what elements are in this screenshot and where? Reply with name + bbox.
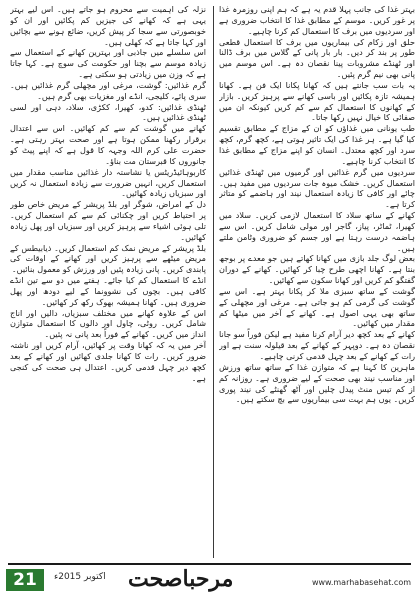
paragraph: بعض لوگ جلد بازی میں کھانا کھاتے ہیں جو معدے پر بوجھ بنتا ہے۔ کھانا اچھی طرح چبا کر کھائیں۔ کھانے کے دوران گفتگو کم کریں اور کھانا سکون سے کھائیں۔ [219,253,415,286]
page-footer [0,563,419,595]
article-column-left [10,4,206,560]
paragraph: نزلہ کی اہمیت سے محروم ہو جاتے ہیں۔ اس لیے بہتر یہی ہے کہ کھانے کی جیزیں کم پکائیں اور ان کو خوبصورتی سے سجا کر پیش کریں، ضائع ہونے سے بچائیں اور کہا جاتا ہے کہ کھلی ہیں۔ [10,4,206,47]
paragraph: کھانے کے ساتھ سلاد کا استعمال لازمی کریں۔ سلاد میں کھیرا، ٹماٹر، پیاز، گاجر اور مولی شامل کریں۔ اس سے ہاضمہ درست رہتا ہے اور جسم کو ضروری وٹامن ملتے ہیں۔ [219,210,415,253]
paragraph: کھانے میں گوشت کم سے کم کھائیں۔ اس سے اعتدال برقرار رکھنا ممکن ہوتا ہے اور صحت بہتر رہتی ہے۔ حضرت علی کرم اللہ وجہہ کا قول ہے کہ اپنے پیٹ کو جانوروں کا قبرستان مت بناؤ۔ [10,123,206,166]
magazine-title: مرحباصحت [128,566,234,592]
article-column-right [219,4,415,560]
paragraph: آخر میں یہ کہ کھانا وقت پر کھائیں، آرام کریں اور ناشتہ ضرور کریں۔ رات کا کھانا جلدی کھائیں اور کھانے کے بعد کچھ دیر چہل قدمی کریں۔ اعتدال ہی صحت کی کنجی ہے۔ [10,340,206,383]
paragraph: انڈے کا استعمال کم کیا جائے۔ ہفتے میں دو سے تین انڈے کافی ہیں۔ بچوں کی نشوونما کے لیے دودھ اور پھل ضروری ہیں۔ کھانا ہمیشہ بھوک رکھ کر کھائیں۔ [10,275,206,307]
paragraph: اس کے علاوہ کھانے میں مختلف سبزیاں، دالیں اور اناج شامل کریں۔ روٹی، چاول اور دالوں کا استعمال متوازن انداز میں کریں۔ کھانے کے فوراً بعد پانی نہ پئیں۔ [10,307,206,340]
paragraph: بلڈ پریشر کے مریض نمک کم استعمال کریں۔ ذیابیطس کے مریض میٹھے سے پرہیز کریں اور کھانے کے اوقات کی پابندی کریں۔ پانی زیادہ پئیں اور ورزش کو معمول بنائیں۔ [10,242,206,275]
paragraph: یہ بات سب جانتے ہیں کہ کھانا پکانا ایک فن ہے۔ کھانا ہمیشہ تازہ پکائیں اور باسی کھانے سے پرہیز کریں۔ بازار کے کھانوں کا استعمال کم سے کم کریں کیونکہ ان میں صفائی کا خیال نہیں رکھا جاتا۔ [219,79,415,123]
paragraph: گوشت کے ساتھ سبزی ملا کر پکانا بہتر ہے۔ اس سے گوشت کی گرمی کم ہو جاتی ہے۔ مرغی اور مچھلی کے ساتھ بھی یہی اصول ہے۔ کھانے کے آخر میں میٹھا کم مقدار میں کھائیں۔ [219,285,415,329]
paragraph: اس سلسلے میں جاذبی اور بہترین کھانے کے استعمال سے زیادہ موسم سے بچنا اور حکومت کی سوچ ہے۔ کہا جاتا ہے کہ وزن میں زیادتی ہو سکتی ہے۔ [10,47,206,80]
paragraph: حلق اور زکام کی بیماریوں میں برف کا استعمال قطعی طور پر بند کر دیں۔ بار بار پانی کے گلاس میں برف ڈالنا اور ٹھنڈے مشروبات پینا نقصان دہ ہے۔ اس موسم میں پانی بھی نیم گرم پئیں۔ [219,36,415,80]
website-url[interactable]: www.marhabasehat.com [311,578,411,587]
paragraph: ٹھنڈی غذائیں: کدو، کھیرا، ککڑی، سلاد، دہی اور لسی ٹھنڈی غذائیں ہیں۔ [10,101,206,123]
page-number: 21 [6,569,44,591]
paragraph: طب یونانی میں غذاؤں کو ان کے مزاج کے مطابق تقسیم کیا گیا ہے۔ ہر غذا کی ایک تاثیر ہوتی ہے، کچھ گرم، کچھ سرد اور کچھ معتدل۔ انسان کو اپنے مزاج کے مطابق غذا کا انتخاب کرنا چاہیے۔ [219,123,415,166]
column-divider [213,6,214,558]
paragraph: بہتر غذا کی جانب پہلا قدم یہ ہے کہ ہم اپنی روزمرہ غذا پر غور کریں۔ موسم کے مطابق غذا کا انتخاب ضروری ہے اور سردیوں میں برف کا استعمال کم کرنا چاہیے۔ [219,4,415,36]
issue-date: اکتوبر 2015ء [54,572,106,582]
footer-rule [8,563,411,565]
paragraph: دل کے امراض، شوگر اور بلڈ پریشر کے مریض خاص طور پر احتیاط کریں اور چکنائی کم سے کم استعمال کریں۔ تلی ہوئی اشیاء سے پرہیز کریں اور سبزیاں اور پھل زیادہ کھائیں۔ [10,199,206,242]
paragraph: ماہرین کا کہنا ہے کہ متوازن غذا کے ساتھ ساتھ ورزش اور مناسب نیند بھی صحت کے لیے ضروری ہے۔ روزانہ کم از کم تیس منٹ پیدل چلیں اور آٹھ گھنٹے کی نیند پوری کریں۔ یوں ہم بہت سی بیماریوں سے بچ سکتے ہیں۔ [219,361,415,405]
paragraph: سردیوں میں گرم غذائیں اور گرمیوں میں ٹھنڈی غذائیں استعمال کریں۔ خشک میوہ جات سردیوں میں مفید ہیں۔ چائے اور کافی کا زیادہ استعمال نیند اور ہاضمے کو متاثر کرتا ہے۔ [219,166,415,210]
paragraph: کاربوہائیڈریٹس یا نشاستہ دار غذائیں مناسب مقدار میں استعمال کریں، انہیں ضرورت سے زیادہ استعمال نہ کریں اور سبزیاں زیادہ کھائیں۔ [10,166,206,199]
paragraph: گرم غذائیں: گوشت، مرغی اور مچھلی گرم غذائیں ہیں۔ سری پائے، کلیجی، انڈے اور مغزیات بھی گرم ہیں۔ [10,79,206,101]
paragraph: کھانے کے بعد کچھ دیر آرام کرنا مفید ہے لیکن فوراً سو جانا نقصان دہ ہے۔ دوپہر کے کھانے کے بعد قیلولہ سنت ہے اور رات کے کھانے کے بعد چہل قدمی کرنی چاہیے۔ [219,329,415,361]
